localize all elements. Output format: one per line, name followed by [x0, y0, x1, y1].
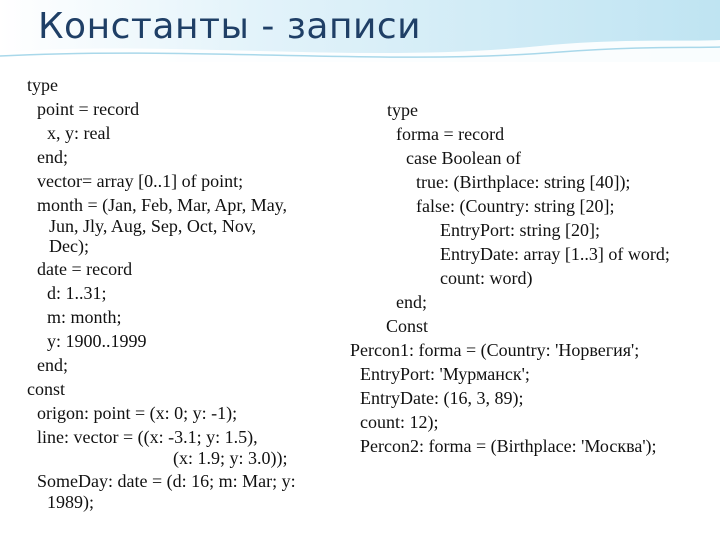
- slide-title: Константы - записи: [38, 6, 422, 47]
- code-line: const: [27, 379, 65, 399]
- code-line: (x: 1.9; y: 3.0));: [173, 448, 288, 468]
- code-line: SomeDay: date = (d: 16; m: Mar; y:: [37, 471, 296, 491]
- code-line: true: (Birthplace: string [40]);: [416, 172, 631, 192]
- code-line: line: vector = ((x: -3.1; y: 1.5),: [37, 427, 258, 447]
- code-line: date = record: [37, 259, 133, 279]
- code-line: Dec);: [49, 236, 89, 256]
- code-line: end;: [37, 355, 68, 375]
- code-line: end;: [396, 292, 427, 312]
- code-line: point = record: [37, 99, 140, 119]
- code-line: Percon1: forma = (Country: 'Норвегия';: [350, 340, 640, 360]
- code-line: 1989);: [47, 492, 94, 512]
- code-line: origon: point = (x: 0; y: -1);: [37, 403, 238, 423]
- code-line: m: month;: [47, 307, 122, 327]
- code-line: Const: [386, 316, 429, 336]
- code-line: EntryPort: 'Мурманск';: [360, 364, 530, 384]
- code-line: type: [27, 75, 58, 95]
- code-line: x, y: real: [47, 123, 111, 143]
- code-line: count: 12);: [360, 412, 439, 432]
- code-line: month = (Jan, Feb, Mar, Apr, May,: [37, 195, 288, 215]
- code-line: case Boolean of: [406, 148, 521, 168]
- code-line: y: 1900..1999: [47, 331, 147, 351]
- code-line: d: 1..31;: [47, 283, 107, 303]
- code-line: EntryDate: (16, 3, 89);: [360, 388, 524, 408]
- code-line: Jun, Jly, Aug, Sep, Oct, Nov,: [49, 216, 257, 236]
- code-line: end;: [37, 147, 68, 167]
- right-code-block: [340, 98, 718, 468]
- code-line: false: (Country: string [20];: [416, 196, 615, 216]
- code-line: type: [387, 100, 418, 120]
- code-line: forma = record: [396, 124, 505, 144]
- code-line: Percon2: forma = (Birthplace: 'Москва');: [360, 436, 657, 456]
- title-band: [0, 0, 720, 62]
- code-line: EntryDate: array [1..3] of word;: [440, 244, 670, 264]
- code-line: EntryPort: string [20];: [440, 220, 600, 240]
- left-code-block: [0, 73, 345, 533]
- code-line: vector= array [0..1] of point;: [37, 171, 244, 191]
- code-line: count: word): [440, 268, 533, 288]
